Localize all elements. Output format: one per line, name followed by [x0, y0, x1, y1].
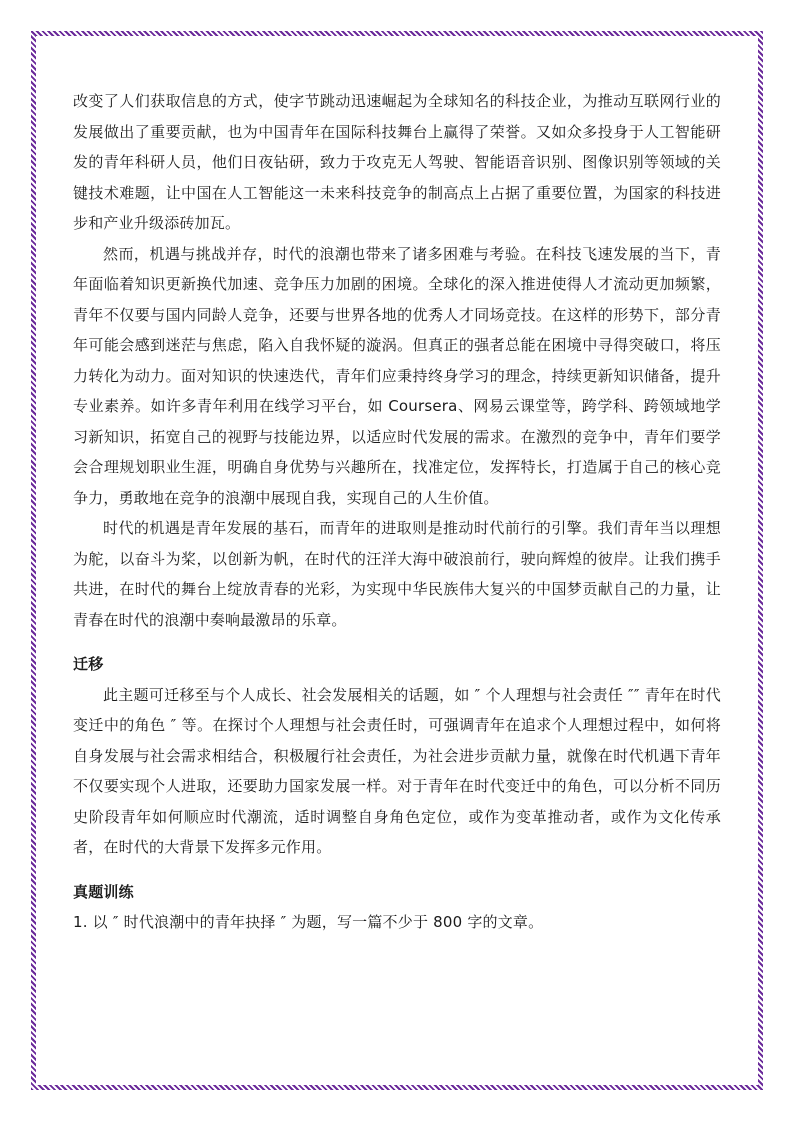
- document-body: [73, 86, 721, 938]
- paragraph-1: 改变了人们获取信息的方式，使字节跳动迅速崛起为全球知名的科技企业，为推动互联网行业的发展做出了重要贡献，也为中国青年在国际科技舞台上赢得了荣誉。又如众多投身于人工智能研发的青年科研人员，他们日夜钻研，致力于攻克无人驾驶、智能语音识别、图像识别等领域的关键技术难题，让中国在人工智能这一未来科技竞争的制高点上占据了重要位置，为国家的科技进步和产业升级添砖加瓦。: [73, 92, 721, 232]
- transfer-heading: 迁移: [73, 655, 104, 673]
- practice-item: 1. 以 ″ 时代浪潮中的青年抉择 ″ 为题，写一篇不少于 800 字的文章。: [73, 913, 544, 931]
- paragraph-3: 时代的机遇是青年发展的基石，而青年的进取则是推动时代前行的引擎。我们青年当以理想为舵，以奋斗为桨，以创新为帆，在时代的汪洋大海中破浪前行，驶向辉煌的彼岸。让我们携手共进，在时代的舞台上绽放青春的光彩，为实现中华民族伟大复兴的中国梦贡献自己的力量，让青春在时代的浪潮中奏响最激昂的乐章。: [73, 519, 721, 629]
- practice-heading: 真题训练: [73, 882, 134, 901]
- transfer-paragraph: 此主题可迁移至与个人成长、社会发展相关的话题，如 ″ 个人理想与社会责任 ″″ 青年在时代变迁中的角色 ″ 等。在探讨个人理想与社会责任时，可强调青年在追求个人理想过程中，如何将自身发展与社会需求相结合，积极履行社会责任，为社会进步贡献力量，就像在时代机遇下青年不仅要实现个人进取，还要助力国家发展一样。对于青年在时代变迁中的角色，可以分析不同历史阶段青年如何顺应时代潮流，适时调整自身角色定位，或作为变革推动者，或作为文化传承者，在时代的大背景下发挥多元作用。: [73, 685, 721, 856]
- paragraph-2: 然而，机遇与挑战并存，时代的浪潮也带来了诸多困难与考验。在科技飞速发展的当下，青年面临着知识更新换代加速、竞争压力加剧的困境。全球化的深入推进使得人才流动更加频繁，青年不仅要与国内同龄人竞争，还要与世界各地的优秀人才同场竞技。在这样的形势下，部分青年可能会感到迷茫与焦虑，陷入自我怀疑的漩涡。但真正的强者总能在困境中寻得突破口，将压力转化为动力。面对知识的快速迭代，青年们应秉持终身学习的理念，持续更新知识储备，提升专业素养。如许多青年利用在线学习平台，如 Coursera、网易云课堂等，跨学科、跨领域地学习新知识，拓宽自己的视野与技能边界，以适应时代发展的需求。在激烈的竞争中，青年们要学会合理规划职业生涯，明确自身优势与兴趣所在，找准定位，发挥特长，打造属于自己的核心竞争力，勇敢地在竞争的浪潮中展现自我，实现自己的人生价值。: [73, 244, 721, 507]
